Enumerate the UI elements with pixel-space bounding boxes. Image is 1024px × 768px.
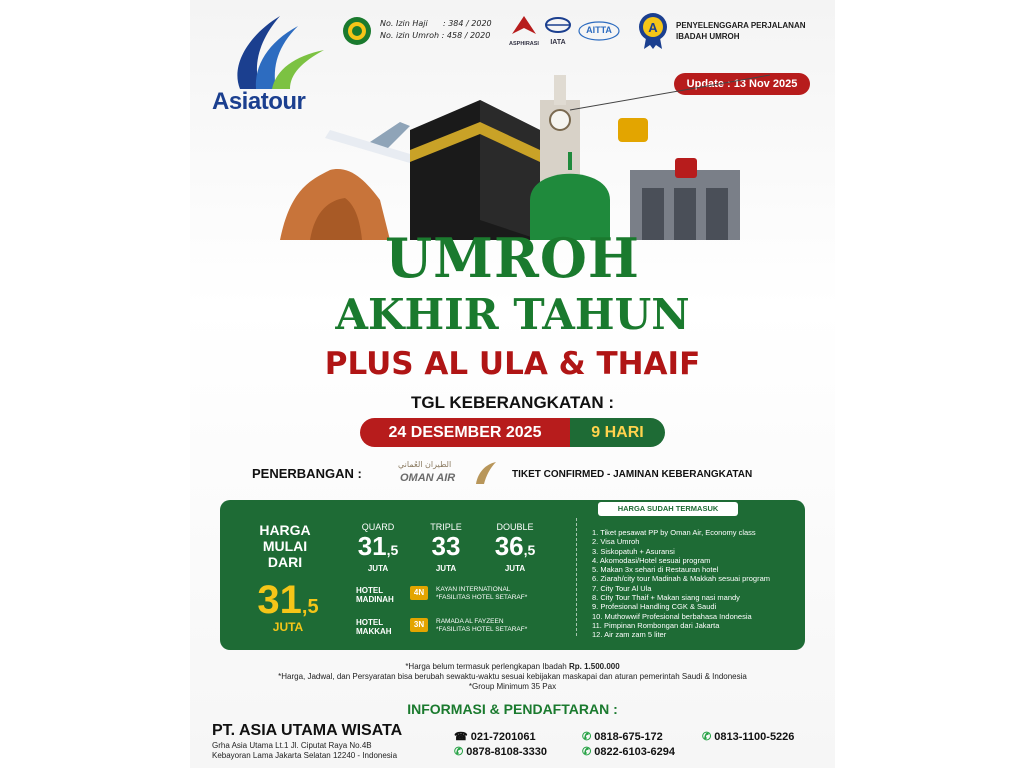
- headline-line1: UMROH: [385, 226, 640, 290]
- license-umrah: No. izin Umroh : 458 / 2020: [380, 31, 491, 40]
- contact-wa-2[interactable]: ✆ 0822-6103-6294: [582, 746, 676, 758]
- update-badge: Update : 13 Nov 2025: [674, 73, 810, 95]
- svg-text:A: A: [648, 20, 658, 35]
- list-item: 8. City Tour Thaif + Makan siang nasi mandy: [592, 593, 740, 603]
- box-divider: [576, 518, 578, 636]
- poster: [190, 0, 835, 768]
- association-aitta: AITTA: [578, 20, 620, 42]
- notes: [190, 662, 835, 692]
- whatsapp-icon: ✆: [582, 731, 592, 743]
- association-iata: IATA: [544, 16, 572, 46]
- room-quard: QUARD 31,5 JUTA: [357, 522, 399, 573]
- oman-air-logo-icon: [472, 460, 498, 486]
- hotel-madinah: HOTEL MADINAH 4N KAYAN INTERNATIONAL *FASILITAS HOTEL SETARAF*: [356, 586, 528, 604]
- pricing-box: [220, 500, 805, 650]
- note-line3: *Group Minimum 35 Pax: [468, 682, 557, 691]
- association-asphirasi: ASPHIRASI: [506, 14, 542, 46]
- cable-car-icon: [570, 75, 770, 178]
- list-item: 11. Pimpinan Rombongan dari Jakarta: [592, 620, 720, 630]
- departure-label: TGL KEBERANGKATAN :: [410, 393, 615, 412]
- room-triple: TRIPLE 33 JUTA: [430, 522, 462, 573]
- contact-wa-1[interactable]: ✆ 0818-675-172: [582, 731, 663, 743]
- price-intro-3: DARI: [267, 554, 303, 570]
- list-item: 2. Visa Umroh: [592, 537, 640, 547]
- landmark-scene: [270, 70, 770, 240]
- list-item: 5. Makan 3x sehari di Restauran hotel: [592, 565, 719, 575]
- asphirasi-icon: [506, 14, 542, 36]
- price-intro-1: HARGA: [259, 522, 311, 538]
- organizer-badge-icon: [638, 12, 668, 50]
- company-address-1: Grha Asia Utama Lt.1 Jl. Ciputat Raya No.4B: [212, 741, 372, 750]
- departure-date: 24 DESEMBER 2025: [360, 418, 570, 447]
- list-item: 4. Akomodasi/Hotel sesuai program: [592, 555, 711, 565]
- headline-line2: AKHIR TAHUN: [335, 290, 690, 339]
- hotel-makkah-name: RAMADA AL FAYZEEN: [436, 618, 504, 625]
- departure-duration: 9 HARI: [570, 418, 665, 447]
- brand-name: Asiatour: [212, 88, 306, 115]
- hotel-makkah: HOTEL MAKKAH 3N RAMADA AL FAYZEEN *FASILITAS HOTEL SETARAF*: [356, 618, 528, 636]
- whatsapp-icon: ✆: [454, 746, 464, 758]
- departure-pill: [360, 418, 665, 447]
- info-title: INFORMASI & PENDAFTARAN :: [407, 701, 618, 717]
- contact-phone-2[interactable]: ✆ 0878-8108-3330: [454, 746, 548, 758]
- organizer-line1: PENYELENGGARA PERJALANAN: [676, 21, 806, 30]
- contact-wa-3[interactable]: ✆ 0813-1100-5226: [702, 731, 795, 743]
- airline-name: OMAN AIR: [400, 472, 456, 484]
- oman-air-logo: [398, 460, 498, 490]
- license-hajj: No. Izin Haji : 384 / 2020: [380, 19, 492, 28]
- inclusions-list: [592, 528, 802, 640]
- ticket-note: TIKET CONFIRMED - JAMINAN KEBERANGKATAN: [512, 469, 753, 480]
- company-address-2: Kebayoran Lama Jakarta Selatan 12240 - Indonesia: [212, 751, 398, 760]
- landmark-illustration: [270, 70, 770, 240]
- phone-icon: ☎: [454, 731, 468, 743]
- list-item: 7. City Tour Al Ula: [592, 583, 652, 593]
- inclusions-title: HARGA SUDAH TERMASUK: [598, 502, 738, 516]
- kemenag-seal-icon: [342, 16, 372, 46]
- kaaba-icon: [410, 100, 540, 240]
- whatsapp-icon: ✆: [702, 731, 712, 743]
- note-line1: *Harga belum termasuk perlengkapan Ibadah Rp. 1.500.000: [405, 662, 620, 671]
- price-intro-2: MULAI: [262, 538, 308, 554]
- note-line2: *Harga, Jadwal, dan Persyaratan bisa berubah sewaktu-waktu sesuai kebijakan maskapai dan aturan pemerintah Saudi & Indonesia: [278, 672, 747, 681]
- list-item: 1. Tiket pesawat PP by Oman Air, Economy class: [592, 528, 756, 537]
- headline-line3: PLUS AL ULA & THAIF: [324, 346, 701, 382]
- list-item: 6. Ziarah/city tour Madinah & Makkah sesuai program: [592, 574, 770, 584]
- list-item: 3. Siskopatuh + Asuransi: [592, 546, 675, 556]
- iata-icon: [544, 16, 572, 34]
- list-item: 12. Air zam zam 5 liter: [592, 630, 667, 640]
- company-name: PT. ASIA UTAMA WISATA: [212, 722, 403, 739]
- organizer-line2: IBADAH UMROH: [676, 32, 740, 41]
- list-item: 9. Profesional Handling CGK & Saudi: [592, 602, 717, 612]
- nights-makkah: 3N: [410, 618, 428, 632]
- airline-arabic: الطيران العُماني: [398, 460, 452, 469]
- from-price: 31,5: [257, 578, 319, 622]
- whatsapp-icon: ✆: [582, 746, 592, 758]
- flight-label: PENERBANGAN :: [252, 466, 362, 481]
- from-price-unit: JUTA: [272, 620, 304, 634]
- room-double: DOUBLE 36,5 JUTA: [494, 522, 536, 573]
- nights-madinah: 4N: [410, 586, 428, 600]
- list-item: 10. Muthowwif Profesional berbahasa Indonesia: [592, 611, 752, 621]
- hotel-madinah-name: KAYAN INTERNATIONAL: [436, 586, 511, 593]
- contact-phone-1[interactable]: ☎ 021-7201061: [454, 731, 536, 743]
